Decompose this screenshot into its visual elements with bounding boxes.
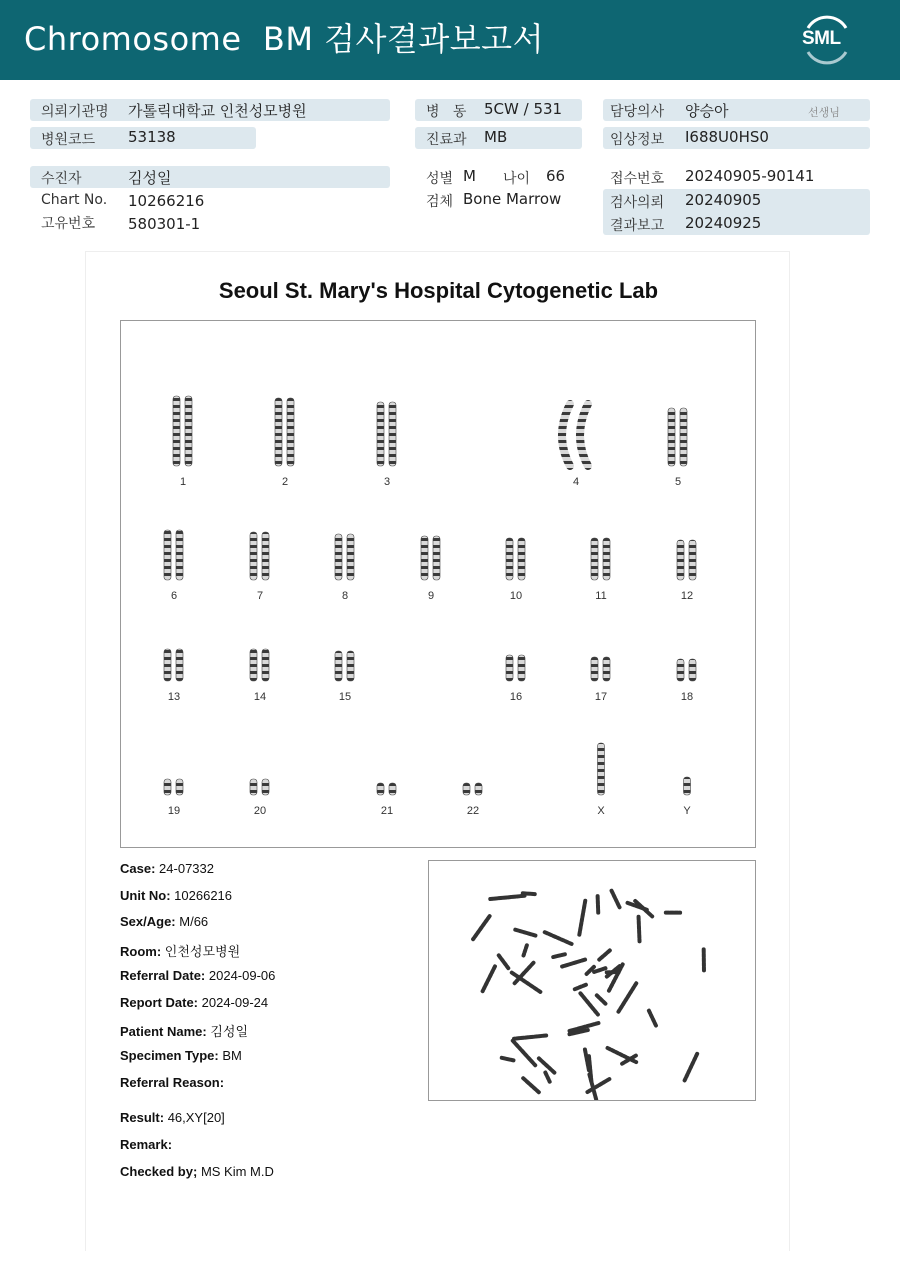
chromosome [176, 649, 183, 681]
specimen-value: Bone Marrow [463, 190, 562, 208]
chromosome [347, 651, 354, 681]
case-row-label: Room: [120, 944, 162, 960]
metaphase-chromosome [514, 1035, 546, 1038]
patient-value: 김성일 [128, 169, 172, 187]
case-row-value: BM [222, 1047, 242, 1063]
requesting-org-label: 의뢰기관명 [41, 104, 109, 120]
sex-value: M [463, 167, 476, 185]
case-row-label: Specimen Type: [120, 1047, 219, 1063]
chromosome [518, 655, 525, 681]
chromosome-label: 13 [167, 691, 181, 703]
chromosome [603, 538, 610, 580]
chromosome [389, 783, 396, 795]
checked-value: MS Kim M.D [200, 1164, 274, 1179]
metaphase-chromosome [545, 1073, 549, 1082]
case-row-label: Referral Reason: [120, 1074, 225, 1090]
chromosome-label: 6 [170, 590, 178, 602]
dept-value: MB [484, 128, 508, 146]
age-value: 66 [546, 167, 566, 185]
chromosome-label: Y [683, 805, 691, 817]
chromosome [250, 779, 257, 795]
chromosome [433, 536, 440, 580]
chromosome [262, 649, 269, 681]
ward-value: 5CW / 531 [484, 100, 563, 118]
hospital-code-label: 병원코드 [41, 132, 96, 148]
metaphase-chromosome [499, 955, 509, 968]
id-label: 고유번호 [41, 216, 96, 232]
report-date-value: 20240925 [685, 214, 762, 232]
metaphase-chromosome [473, 916, 490, 939]
hospital-code-value: 53138 [128, 128, 176, 146]
checked-label: Checked by; [120, 1164, 198, 1179]
info-bar [30, 166, 390, 188]
chart-label: Chart No. [41, 192, 108, 208]
case-row-label: Case: [120, 861, 156, 876]
chromosome-label: 8 [341, 590, 349, 602]
chromosome-label: 16 [509, 691, 523, 703]
lab-title: Seoul St. Mary's Hospital Cytogenetic Lab [218, 278, 659, 303]
case-row-label: Patient Name: [120, 1024, 207, 1040]
chromosome-label: 17 [594, 691, 608, 703]
chromosome [287, 398, 294, 466]
chromosome-label: 19 [167, 805, 181, 817]
chromosome [335, 651, 342, 681]
chromosome [475, 783, 482, 795]
chromosome [262, 532, 269, 580]
chromosome-label: 15 [338, 691, 352, 703]
report-header [0, 0, 900, 80]
id-value: 580301-1 [128, 215, 201, 233]
chart-value: 10266216 [128, 192, 205, 210]
report-date-label: 결과보고 [610, 218, 665, 234]
karyogram [120, 320, 756, 848]
chromosome-label: 11 [595, 590, 607, 602]
case-row [120, 1048, 242, 1063]
case-row [120, 888, 232, 903]
chromosome [598, 743, 605, 795]
chromosome-label: 3 [383, 476, 391, 488]
remark-label: Remark: [120, 1137, 173, 1152]
chromosome-label: 7 [256, 590, 264, 602]
metaphase-chromosome [562, 960, 585, 967]
report-title: Chromosome BM 검사결과보고서 [24, 20, 544, 58]
case-row-value: 김성일 [210, 1024, 249, 1040]
metaphase-chromosome [649, 1011, 656, 1026]
chromosome [389, 402, 396, 466]
patient-label: 수진자 [41, 171, 82, 187]
metaphase-chromosome [593, 968, 605, 972]
doctor-value: 양승아 [685, 102, 729, 120]
chromosome-label: 14 [253, 691, 267, 703]
chromosome [689, 659, 696, 681]
chromosome [250, 649, 257, 681]
receipt-label: 접수번호 [610, 171, 665, 187]
chromosome-label: 10 [509, 590, 523, 602]
clinical-value: I688U0HS0 [685, 128, 769, 146]
case-row-value: 2024-09-24 [201, 994, 269, 1010]
metaphase-chromosome [483, 966, 495, 991]
chromosome [677, 540, 684, 580]
case-row [120, 914, 208, 929]
metaphase-image [429, 861, 755, 1100]
metaphase-chromosome [539, 1058, 555, 1073]
chromosome-label: 21 [380, 805, 394, 817]
case-row [120, 861, 214, 876]
case-row-value: M/66 [179, 914, 209, 930]
chromosome-label: 9 [427, 590, 435, 602]
dept-label: 진료과 [426, 132, 467, 148]
chromosome [185, 396, 192, 466]
chromosome-label: X [597, 805, 605, 817]
metaphase-chromosome [553, 954, 565, 957]
receipt-value: 20240905-90141 [685, 167, 815, 185]
ward-label: 병 동 [426, 104, 467, 120]
chromosome-label: 22 [466, 805, 480, 817]
case-row-value: 10266216 [174, 887, 233, 903]
chromosome [463, 783, 470, 795]
chromosome [506, 538, 513, 580]
result-label: Result: [120, 1110, 165, 1125]
chromosome [164, 779, 171, 795]
case-row-value: 인천성모병원 [164, 944, 241, 960]
doctor-label: 담당의사 [610, 104, 665, 120]
chromosome [689, 540, 696, 580]
request-date-label: 검사의뢰 [610, 195, 665, 211]
chromosome [347, 534, 354, 580]
chromosome [680, 408, 687, 466]
metaphase-chromosome [608, 1048, 637, 1062]
chromosome [176, 530, 183, 580]
chromosome-label: 4 [572, 476, 580, 488]
case-row-label: Sex/Age: [120, 914, 176, 930]
logo-text: SML [802, 28, 841, 49]
remark-line [120, 1137, 172, 1152]
chromosome-label: 2 [281, 476, 289, 488]
metaphase-chromosome [515, 930, 536, 936]
chromosome [506, 655, 513, 681]
case-row [120, 1075, 224, 1090]
doctor-suffix: 선생님 [808, 106, 840, 119]
result-value: 46,XY[20] [167, 1110, 225, 1125]
specimen-label: 검체 [426, 194, 454, 210]
chromosome-label: 20 [253, 805, 267, 817]
metaphase-chromosome [575, 985, 586, 989]
metaphase-spread [428, 860, 756, 1101]
chromosome [421, 536, 428, 580]
case-row-label: Referral Date: [120, 967, 206, 983]
karyotype-report [85, 251, 790, 1251]
chromosome [250, 532, 257, 580]
request-date-value: 20240905 [685, 191, 762, 209]
chromosome [164, 649, 171, 681]
case-row-value: 2024-09-06 [208, 967, 276, 983]
metaphase-chromosome [490, 896, 524, 899]
chromosome-label: 18 [680, 691, 694, 703]
case-row [120, 968, 275, 983]
chromosome-label: 5 [674, 476, 682, 488]
metaphase-chromosome [523, 893, 535, 894]
metaphase-chromosome [597, 995, 606, 1004]
sml-logo [796, 12, 856, 68]
chromosome [668, 408, 675, 466]
chromosome [176, 779, 183, 795]
case-row-value: 24-07332 [159, 861, 214, 876]
karyogram-image [121, 321, 757, 849]
chromosome [684, 777, 691, 795]
chromosome [580, 404, 588, 466]
case-row [120, 941, 240, 960]
metaphase-chromosome [598, 896, 599, 913]
chromosome-label: 1 [179, 476, 187, 488]
metaphase-chromosome [639, 917, 640, 942]
chromosome-label: 12 [680, 590, 694, 602]
chromosome [562, 404, 570, 466]
chromosome [164, 530, 171, 580]
clinical-label: 임상정보 [610, 132, 665, 148]
chromosome [377, 402, 384, 466]
chromosome [335, 534, 342, 580]
chromosome [591, 538, 598, 580]
case-row-label: Report Date: [120, 994, 199, 1010]
chromosome [603, 657, 610, 681]
metaphase-chromosome [612, 891, 620, 908]
chromosome [677, 659, 684, 681]
metaphase-chromosome [523, 1078, 539, 1092]
result-line [120, 1110, 225, 1125]
age-label: 나이 [503, 171, 531, 187]
metaphase-chromosome [502, 1058, 514, 1061]
sex-label: 성별 [426, 171, 454, 187]
chromosome [377, 783, 384, 795]
chromosome [591, 657, 598, 681]
checked-line [120, 1164, 274, 1179]
metaphase-chromosome [545, 932, 572, 944]
metaphase-chromosome [685, 1054, 698, 1081]
metaphase-chromosome [579, 901, 585, 936]
case-row-label: Unit No: [120, 887, 171, 903]
metaphase-chromosome [513, 1041, 535, 1066]
chromosome [275, 398, 282, 466]
requesting-org-value: 가톨릭대학교 인천성모병원 [128, 102, 307, 120]
case-row [120, 1021, 248, 1040]
metaphase-chromosome [524, 945, 527, 955]
metaphase-chromosome [618, 983, 636, 1011]
chromosome [518, 538, 525, 580]
chromosome [262, 779, 269, 795]
case-row [120, 995, 268, 1010]
metaphase-chromosome [599, 950, 610, 959]
chromosome [173, 396, 180, 466]
